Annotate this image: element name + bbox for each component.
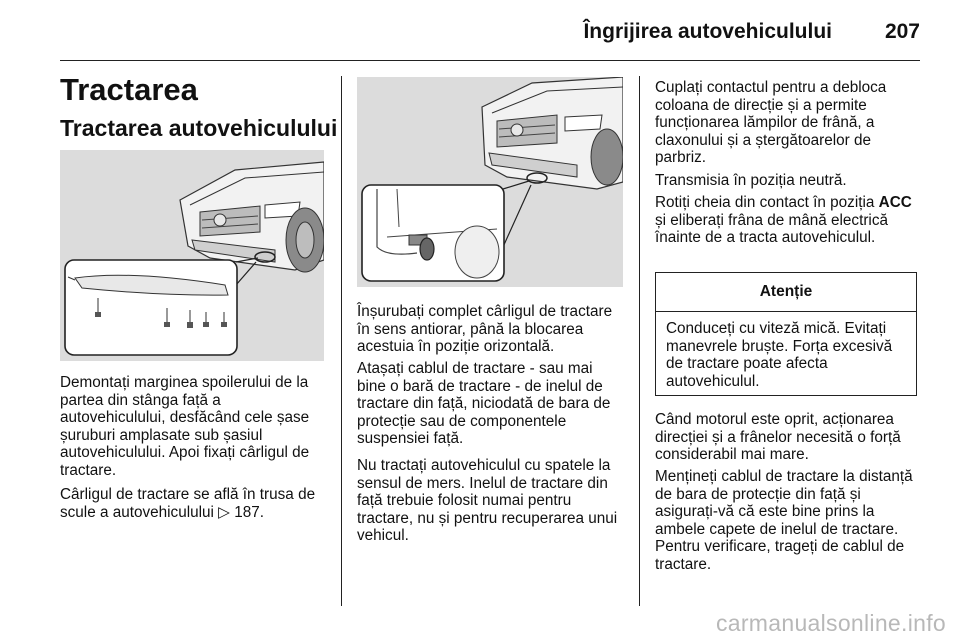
section-subtitle: Tractarea autovehiculului xyxy=(60,115,338,141)
key-acc-text-before: Rotiți cheia din contact în poziția xyxy=(655,194,875,211)
watermark: carmanualsonline.info xyxy=(715,610,946,636)
towing-hook-drawing xyxy=(357,77,623,287)
paragraph-screw-hook: Înșurubați complet cârligul de tractare în sens antiorar, până la blocarea acestuia în poziție orizontală. xyxy=(357,303,613,356)
paragraph-keep-cable-away: Mențineți cablul de tractare la distanță de bara de protecție din față și asigurați-vă că este bine prins la ambele capete de inelul de tractare. Pentru verificare, trageți de cablul de tractare. xyxy=(655,468,913,573)
paragraph-key-acc xyxy=(655,194,920,247)
paragraph-engine-off: Când motorul este oprit, acționarea direcției și a frânelor necesită o forță considerabil mai mare. xyxy=(655,411,901,464)
paragraph-do-not-tow-backwards: Nu tractați autovehiculul cu spatele la sensul de mers. Inelul de tractare din față trebuie folosit numai pentru tractare, nu și pentru recuperarea unui vehicul. xyxy=(357,457,618,545)
paragraph-remove-spoiler: Demontați marginea spoilerului de la partea din stânga față a autovehiculului, desfăcând cele șase șuruburi amplasate sub șasiul autovehiculului. Apoi fixați cârligul de tractare. xyxy=(60,374,310,479)
paragraph-hook-location xyxy=(60,486,326,521)
warning-text: Conduceți cu viteză mică. Evitați manevrele bruște. Forța excesivă de tractare poate afecta autovehiculul. xyxy=(666,320,893,390)
page-number: 207 xyxy=(884,20,920,43)
towing-hook-illustration xyxy=(357,77,623,287)
paragraph-transmission-neutral: Transmisia în poziția neutră. xyxy=(655,172,847,189)
page-reference-link[interactable]: 187. xyxy=(234,503,264,521)
paragraph-attach-cable: Atașați cablul de tractare - sau mai bine o bară de tractare - de inelul de tractare din față, niciodată de bara de protecție sau de componentele suspensiei față. xyxy=(357,360,611,448)
hook-location-text: Cârligul de tractare se află în trusa de scule a autovehiculului xyxy=(60,486,316,521)
running-header-title: Îngrijirea autovehiculului xyxy=(583,20,832,43)
page-header xyxy=(0,0,960,60)
section-title: Tractarea xyxy=(60,72,198,107)
acc-position-label: ACC xyxy=(878,194,912,211)
spoiler-removal-illustration xyxy=(60,150,324,361)
warning-box xyxy=(655,272,917,396)
key-acc-text-after: și eliberați frâna de mână electrică înainte de a tracta autovehiculul. xyxy=(655,211,888,247)
header-rule xyxy=(60,60,920,61)
page-reference-icon: ▷ xyxy=(218,503,230,521)
column-divider-right xyxy=(639,76,640,606)
column-divider-left xyxy=(341,76,342,606)
car-front-spoiler-drawing xyxy=(60,150,324,361)
paragraph-ignition-on: Cuplați contactul pentru a debloca coloana de direcție și a permite funcționarea lămpilor de frână, a claxonului și a ștergătoarelor de parbriz. xyxy=(655,79,887,167)
warning-title: Atenție xyxy=(656,273,916,312)
